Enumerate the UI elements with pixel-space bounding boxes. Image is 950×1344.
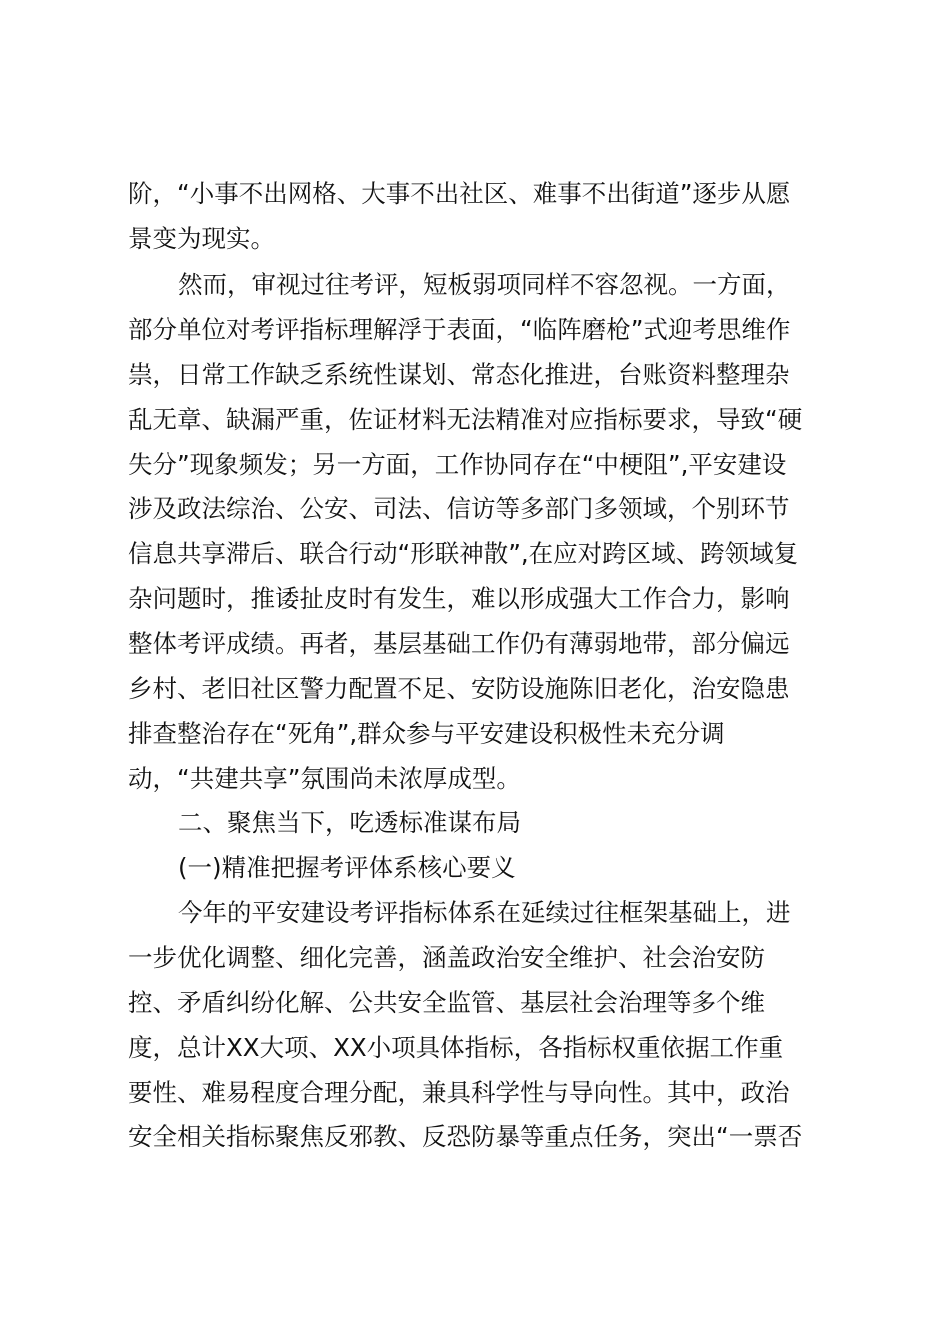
text-line: 动，“共建共享”氛围尚未浓厚成型。 xyxy=(128,764,521,793)
text-line: 涉及政法综治、公安、司法、信访等多部门多领域，个别环节 xyxy=(128,494,790,523)
text-line: 要性、难易程度合理分配，兼具科学性与导向性。其中，政治 xyxy=(128,1078,790,1107)
text-line: 部分单位对考评指标理解浮于表面，“临阵磨枪”式迎考思维作 xyxy=(128,315,791,344)
text-line: 乱无章、缺漏严重，佐证材料无法精准对应指标要求，导致“硬 xyxy=(128,405,803,434)
text-line: 控、矛盾纠纷化解、公共安全监管、基层社会治理等多个维 xyxy=(128,988,765,1017)
text-line: 杂问题时，推诿扯皮时有发生，难以形成强大工作合力，影响 xyxy=(128,584,790,613)
text-line: 祟，日常工作缺乏系统性谋划、常态化推进，台账资料整理杂 xyxy=(128,360,790,389)
text-line: 整体考评成绩。再者，基层基础工作仍有薄弱地带，部分偏远 xyxy=(128,629,790,658)
text-line: 阶，“小事不出网格、大事不出社区、难事不出街道”逐步从愿 xyxy=(128,179,791,208)
text-line: 失分”现象频发；另一方面，工作协同存在“中梗阻”,平安建设 xyxy=(128,450,787,479)
paragraph-first-line: 今年的平安建设考评指标体系在延续过往框架基础上，进 xyxy=(178,898,791,927)
text-line: 乡村、老旧社区警力配置不足、安防设施陈旧老化，治安隐患 xyxy=(128,674,790,703)
text-line: 一步优化调整、细化完善，涵盖政治安全维护、社会治安防 xyxy=(128,943,765,972)
text-line: 信息共享滞后、联合行动“形联神散”,在应对跨区域、跨领域复 xyxy=(128,539,799,568)
section-heading: 二、聚焦当下，吃透标准谋布局 xyxy=(178,808,521,837)
text-line: 安全相关指标聚焦反邪教、反恐防暴等重点任务，突出“一票否 xyxy=(128,1122,803,1151)
subsection-heading: (一)精准把握考评体系核心要义 xyxy=(178,853,516,882)
text-line: 景变为现实。 xyxy=(128,224,275,253)
text-line: 度，总计XX大项、XX小项具体指标，各指标权重依据工作重 xyxy=(128,1033,784,1062)
text-line: 排查整治存在“死角”,群众参与平安建设积极性未充分调 xyxy=(128,719,725,748)
paragraph-first-line: 然而，审视过往考评，短板弱项同样不容忽视。一方面， xyxy=(178,270,791,299)
